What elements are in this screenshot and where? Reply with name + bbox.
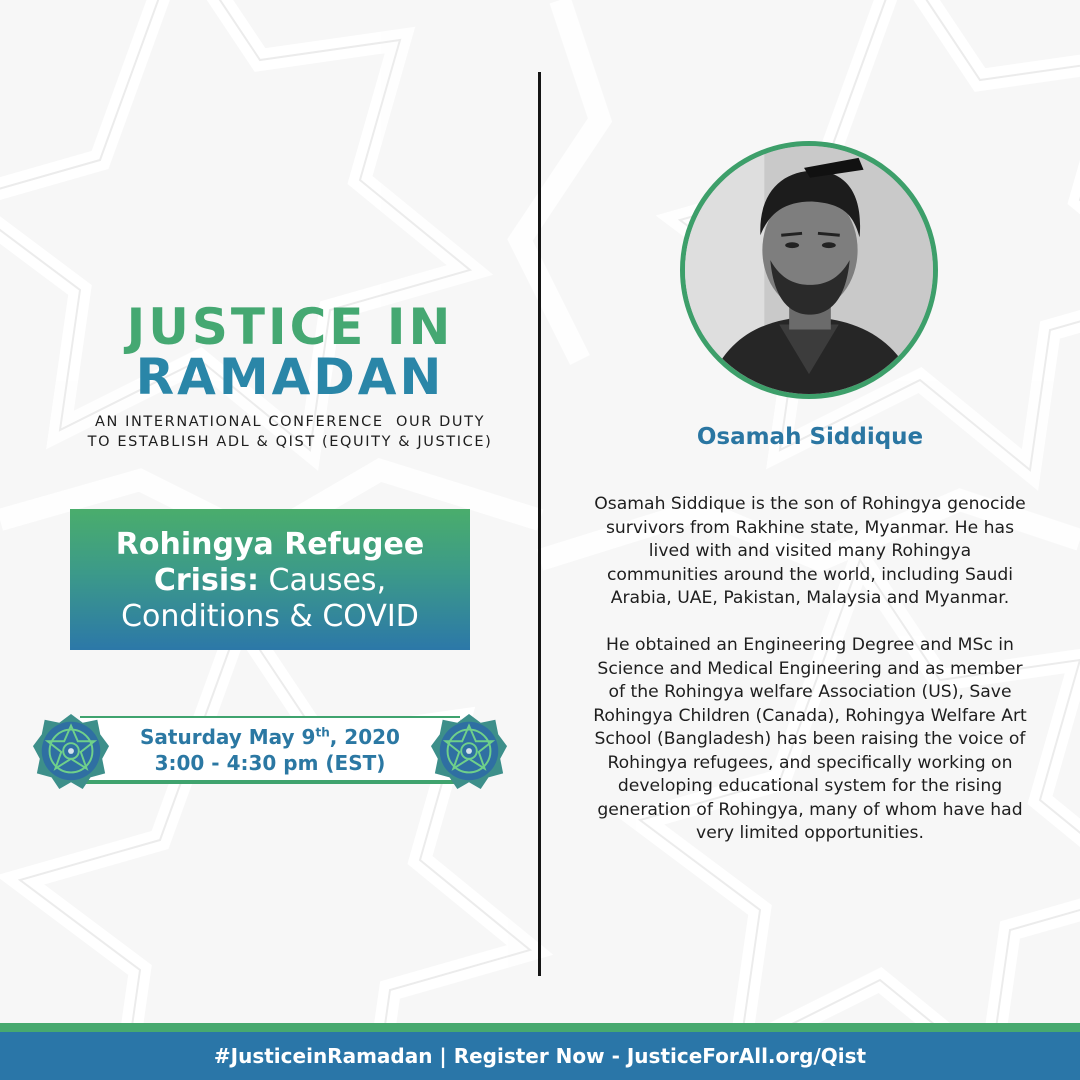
footer-register-banner: #JusticeinRamadan | Register Now - JusticeForAll.org/Qist [0, 1032, 1080, 1080]
event-title [40, 298, 540, 406]
event-subtitle-line2: TO ESTABLISH ADL & QIST (EQUITY & JUSTICE) [87, 434, 493, 450]
speaker-bio [592, 493, 1028, 846]
event-subtitle [40, 412, 540, 452]
speaker-bio-paragraph-2: He obtained an Engineering Degree and MSc in Science and Medical Engineering and as member of the Rohingya welfare Association (US), Save Rohingya Children (Canada), Rohingya Welfare Art School (Bangladesh) has been raising the voice of Rohingya refugees, and specifically working on developing educational system for the rising generation of Rohingya, many of whom have had very limited opportunities. [593, 635, 1027, 843]
topic-line2-rest: Causes, [258, 563, 387, 598]
schedule-banner [50, 716, 490, 784]
footer-accent-stripe [0, 1023, 1080, 1032]
speaker-name: Osamah Siddique [696, 424, 924, 450]
event-subtitle-line1: AN INTERNATIONAL CONFERENCE OUR DUTY [94, 414, 486, 430]
islamic-star-medallion-icon [430, 712, 508, 790]
session-topic-box [70, 509, 470, 650]
event-title-line2: RAMADAN [135, 348, 445, 406]
topic-line1: Rohingya Refugee [115, 527, 425, 562]
islamic-star-medallion-icon [32, 712, 110, 790]
schedule-time: 3:00 - 4:30 pm (EST) [154, 751, 386, 775]
event-title-line1: JUSTICE IN [126, 298, 454, 356]
schedule-text [110, 724, 430, 776]
schedule-date: Saturday May 9th, 2020 [140, 725, 400, 749]
topic-line2-bold: Crisis: [153, 563, 259, 598]
column-divider [538, 72, 541, 976]
topic-line3: Conditions & COVID [121, 599, 419, 634]
speaker-bio-paragraph-1: Osamah Siddique is the son of Rohingya genocide survivors from Rakhine state, Myanmar. He has lived with and visited many Rohingya communities around the world, including Saudi Arabia, UAE, Pakistan, Malaysia and Myanmar. [594, 494, 1026, 608]
speaker-photo [680, 141, 938, 399]
